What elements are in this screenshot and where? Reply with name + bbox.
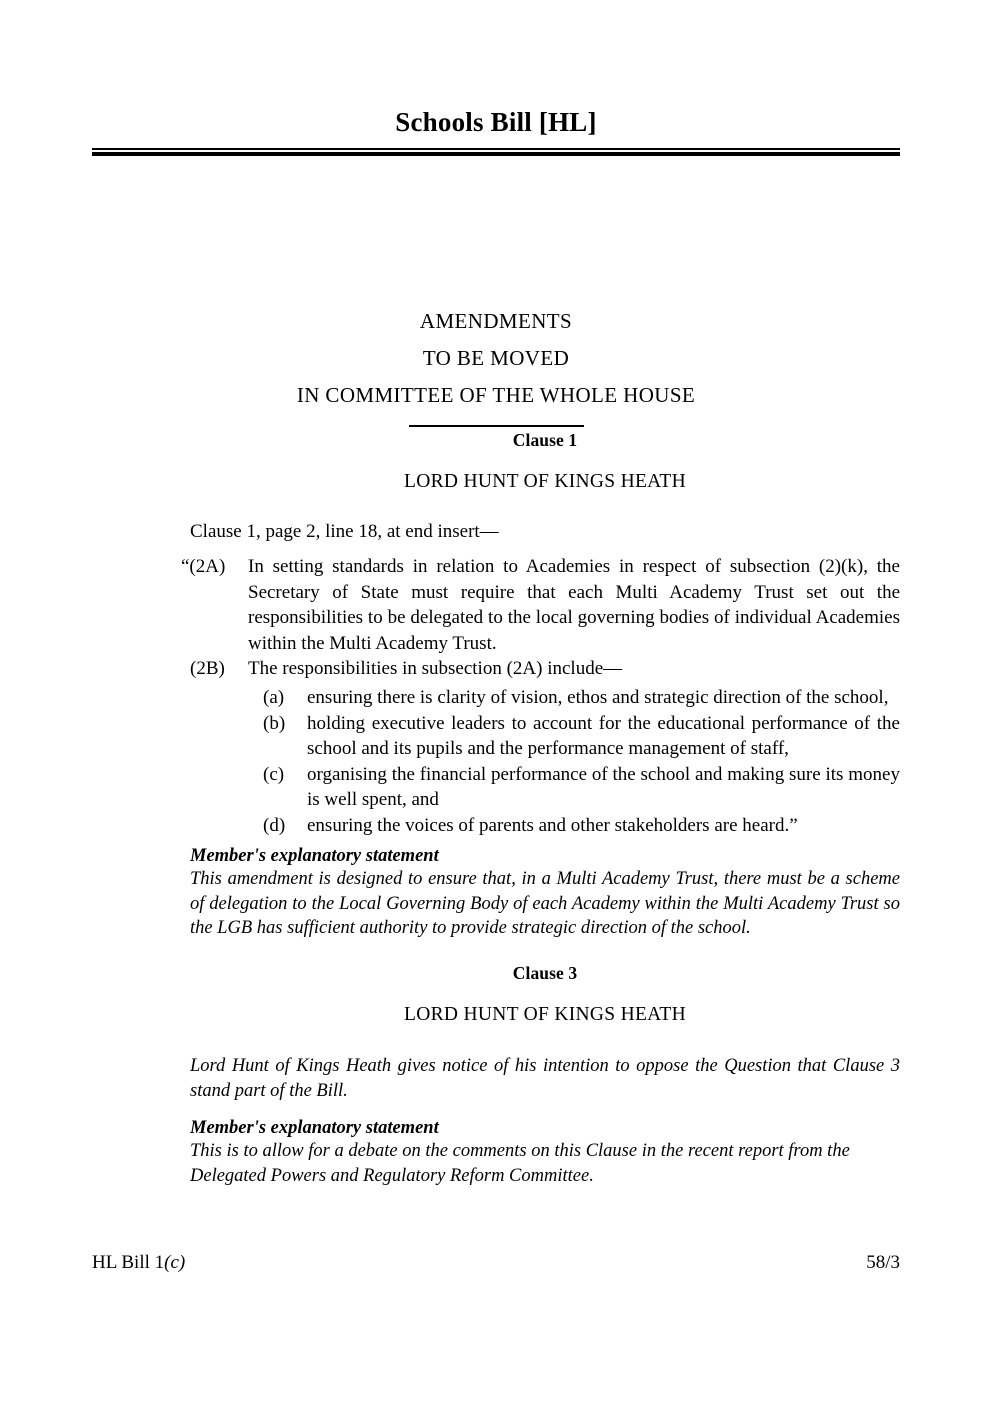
explanatory-statement-title: Member's explanatory statement xyxy=(190,846,439,866)
subsection-2a-row xyxy=(181,554,900,656)
footer-bill-suffix: (c) xyxy=(164,1252,186,1273)
subsection-2a-marker: “(2A) xyxy=(181,556,226,577)
heading-line-in-committee: IN COMMITTEE OF THE WHOLE HOUSE xyxy=(296,383,696,407)
list-item xyxy=(263,711,900,762)
title-divider-thick-rule xyxy=(92,152,900,156)
explanatory-statement-text: This amendment is designed to ensure that, in a Multi Academy Trust, there must be a scheme of delegation to the Local Governing Body of each Academy within the Multi Academy Trust so the LGB has sufficient authority to provide strategic direction of the school. xyxy=(190,869,900,938)
amendments-heading-block xyxy=(92,303,900,427)
footer-bill-number: HL Bill 1 xyxy=(92,1252,165,1273)
clause-3-explanatory-statement xyxy=(190,1118,900,1188)
heading-line-amendments: AMENDMENTS xyxy=(419,309,573,333)
clause-3-notice-text: Lord Hunt of Kings Heath gives notice of his intention to oppose the Question that Clause 3 stand part of the Bill. xyxy=(190,1056,900,1101)
section-divider-rule xyxy=(409,425,584,427)
subsection-2b-text: The responsibilities in subsection (2A) include— xyxy=(248,658,623,679)
list-item-text-b: holding executive leaders to account for the educational performance of the school and its pupils and the performance management of staff, xyxy=(307,712,900,759)
page-title: Schools Bill [HL] xyxy=(395,107,597,137)
clause-1-heading: Clause 1 xyxy=(512,430,578,450)
list-item xyxy=(263,813,900,839)
subsection-2a-text: In setting standards in relation to Academies in respect of subsection (2)(k), the Secretary of State must require that each Multi Academy Trust set out the responsibilities to be delegated to the local governing bodies of individual Academies within the Multi Academy Trust. xyxy=(248,556,900,654)
explanatory-statement-title: Member's explanatory statement xyxy=(190,1118,439,1138)
footer-bill-reference xyxy=(92,1252,185,1274)
list-item-marker-c: (c) xyxy=(263,763,285,785)
clause-3-notice xyxy=(190,1054,900,1103)
list-item xyxy=(263,685,900,711)
clause-1-amendment-intro: Clause 1, page 2, line 18, at end insert— xyxy=(190,521,499,542)
heading-line-to-be-moved: TO BE MOVED xyxy=(422,346,570,370)
clause-3-sponsor: LORD HUNT OF KINGS HEATH xyxy=(403,1004,686,1025)
clause-1-explanatory-statement xyxy=(190,846,900,941)
subsection-2b xyxy=(190,656,900,682)
subsection-2b-marker: (2B) xyxy=(190,658,225,679)
explanatory-statement-text: This is to allow for a debate on the comments on this Clause in the recent report from the Delegated Powers and Regulatory Reform Committee. xyxy=(190,1141,850,1186)
list-item-text-c: organising the financial performance of the school and making sure its money is well spent, and xyxy=(307,763,900,810)
list-item-text-a: ensuring there is clarity of vision, ethos and strategic direction of the school, xyxy=(307,687,889,708)
list-item-text-d: ensuring the voices of parents and other stakeholders are heard.” xyxy=(307,814,798,836)
section-divider-wrapper xyxy=(92,425,900,427)
clause-1-sponsor: LORD HUNT OF KINGS HEATH xyxy=(403,471,686,492)
subsection-2a xyxy=(181,554,900,656)
list-item-marker-a: (a) xyxy=(263,687,285,708)
clause-1-item-list xyxy=(190,685,900,838)
page-footer xyxy=(92,1252,900,1274)
list-item xyxy=(263,762,900,813)
list-item-marker-b: (b) xyxy=(263,712,286,734)
subsection-2b-row xyxy=(190,656,900,682)
list-item-marker-d: (d) xyxy=(263,814,286,836)
footer-page-reference: 58/3 xyxy=(866,1252,900,1273)
clause-3-heading: Clause 3 xyxy=(512,963,578,983)
title-divider xyxy=(92,148,900,156)
